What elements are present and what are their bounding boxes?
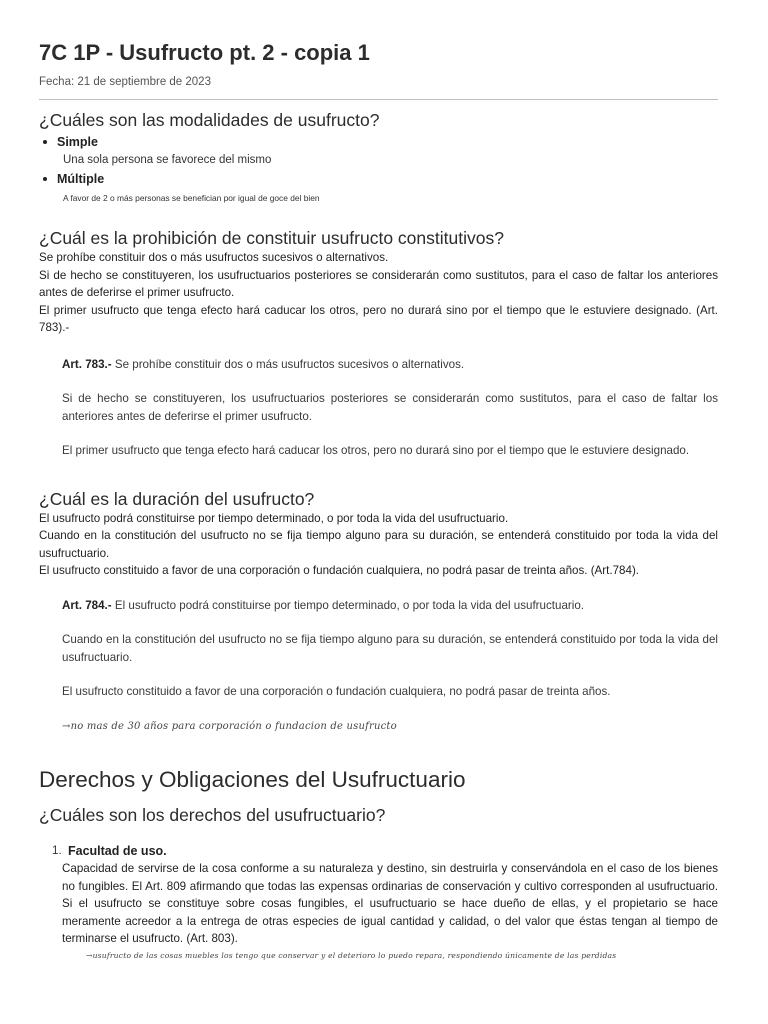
answer-line: Se prohíbe constituir dos o más usufructos sucesivos o alternativos. xyxy=(39,251,389,264)
list-item xyxy=(57,170,718,205)
quote-paragraph: Cuando en la constitución del usufructo no se fija tiempo alguno para su duración, se entenderá constituido por toda la vida del usufructuario. xyxy=(62,633,718,664)
list-item-title: Facultad de uso. xyxy=(68,844,167,858)
question-derechos: ¿Cuáles son los derechos del usufructuario? xyxy=(39,805,386,825)
article-quote-784 xyxy=(62,597,718,736)
answer-line: El usufructo constituido a favor de una corporación o fundación cualquiera, no podrá pasar de treinta años. (Art.784). xyxy=(39,564,640,577)
bullet-icon xyxy=(43,177,47,181)
quote-text: Se prohíbe constituir dos o más usufructos sucesivos o alternativos. xyxy=(111,357,465,371)
list-item-title: Simple xyxy=(57,135,98,149)
answer-line: Cuando en la constitución del usufructo no se fija tiempo alguno para su duración, se entenderá constituido por toda la vida del usufructuario. xyxy=(39,529,718,560)
handwritten-note: →no mas de 30 años para corporación o fundacion de usufructo xyxy=(62,720,397,732)
section-derechos xyxy=(39,765,718,960)
question-prohibicion: ¿Cuál es la prohibición de constituir usufructo constitutivos? xyxy=(39,228,504,248)
bullet-icon xyxy=(43,140,47,144)
derechos-list xyxy=(39,842,718,960)
section-heading: Derechos y Obligaciones del Usufructuario xyxy=(39,767,466,792)
section-modalidades xyxy=(39,109,718,205)
document-date: Fecha: 21 de septiembre de 2023 xyxy=(39,76,211,88)
answer-line: El primer usufructo que tenga efecto hará caducar los otros, pero no durará sino por el tiempo que le estuviere designado. (Art. 783).- xyxy=(39,303,718,334)
answer-line: El usufructo podrá constituirse por tiempo determinado, o por toda la vida del usufructuario. xyxy=(39,511,509,525)
answer-line: Si de hecho se constituyeren, los usufructuarios posteriores se considerarán como sustitutos, para el caso de faltar los anteriores antes de deferirse el primer usufructo. xyxy=(39,268,718,299)
article-label: Art. 784.- xyxy=(62,598,112,612)
list-item xyxy=(57,133,718,169)
section-prohibicion xyxy=(39,227,718,460)
question-modalidades: ¿Cuáles son las modalidades de usufructo? xyxy=(39,110,380,130)
modalidades-list xyxy=(39,133,718,205)
article-quote-783 xyxy=(62,356,718,460)
handwritten-note: →usufructo de las cosas muebles los tengo que conservar y el deterioro lo puedo repara, respondiendo únicamente de las perdidas xyxy=(86,950,617,960)
quote-paragraph xyxy=(62,356,718,374)
page-title: 7C 1P - Usufructo pt. 2 - copia 1 xyxy=(39,40,370,65)
quote-paragraph: El primer usufructo que tenga efecto hará caducar los otros, pero no durará sino por el tiempo que le estuviere designado. xyxy=(62,444,690,457)
question-duracion: ¿Cuál es la duración del usufructo? xyxy=(39,488,315,509)
list-item xyxy=(52,842,718,960)
list-item-desc: Capacidad de servirse de la cosa conforme a su naturaleza y destino, sin destruirla y conservándola en el caso de los bienes no fungibles. El Art. 809 afirmando que todas las expensas ordinarias de conservación y cultivo corresponden al usufructuario. Si el usufructo se constituye sobre cosas fungibles, el usufructuario se hace dueño de ellas, y el propietario se hace meramente acreedor a la entrega de otras especies de igual cantidad y calidad, o del valor que éstas tengan al tiempo de terminarse el usufructo. (Art. 803). xyxy=(62,862,718,945)
list-item-desc: Una sola persona se favorece del mismo xyxy=(63,154,272,166)
list-number: 1. xyxy=(52,844,62,857)
quote-paragraph: Si de hecho se constituyeren, los usufructuarios posteriores se considerarán como sustitutos, para el caso de faltar los anteriores antes de deferirse el primer usufructo. xyxy=(62,392,718,423)
title-divider xyxy=(39,99,718,100)
list-item-desc: A favor de 2 o más personas se benefician por igual de goce del bien xyxy=(63,193,320,203)
quote-paragraph xyxy=(62,597,718,615)
quote-paragraph: El usufructo constituido a favor de una corporación o fundación cualquiera, no podrá pasar de treinta años. xyxy=(62,685,611,698)
list-item-title: Múltiple xyxy=(57,172,105,186)
article-label: Art. 783.- xyxy=(62,357,112,371)
section-duracion xyxy=(39,488,718,736)
quote-text: El usufructo podrá constituirse por tiempo determinado, o por toda la vida del usufructuario. xyxy=(111,598,585,612)
